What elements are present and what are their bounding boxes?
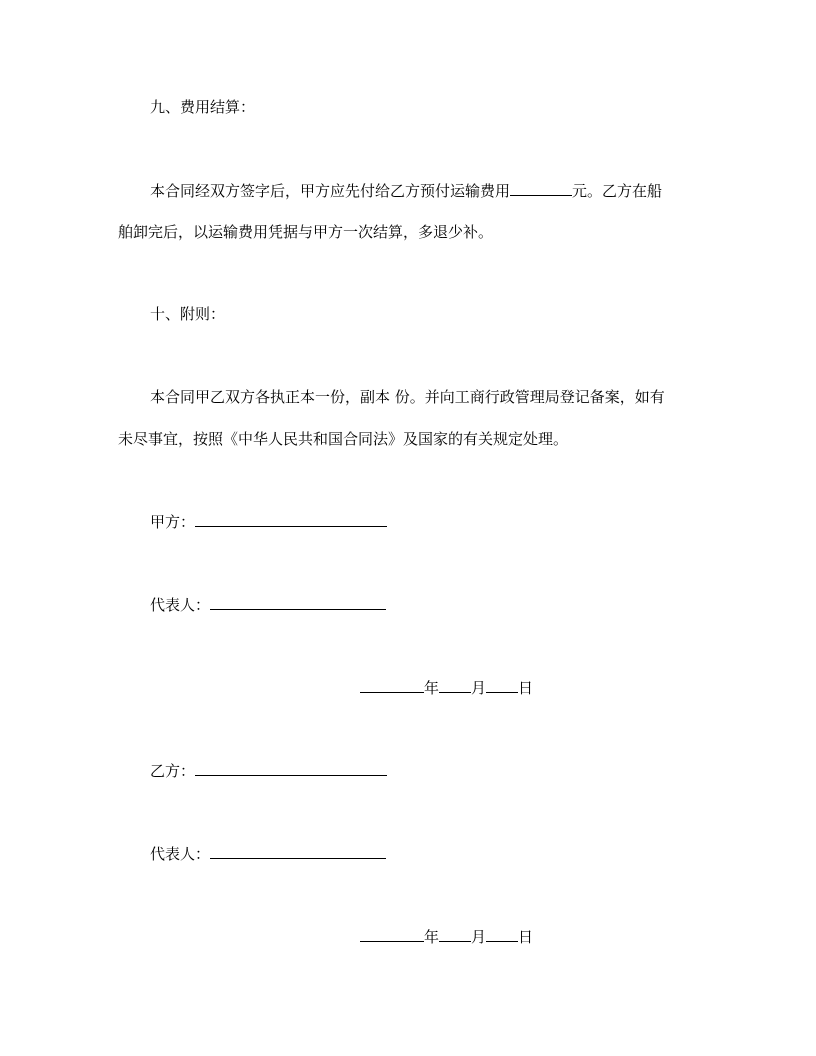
party-a-day-label: 日 [518,679,534,697]
prepayment-amount-blank [510,180,572,196]
party-b-month-blank [439,926,471,942]
party-b-month-label: 月 [471,928,487,946]
party-b-signature-blank [195,760,387,776]
party-a-representative-row [150,594,386,615]
section-9-heading [150,97,255,117]
party-b-date-row [360,926,533,947]
section-10-text-a: 本合同甲乙双方各执正本一份，副本 份。并向工商行政管理局登记备案，如有 [150,388,665,406]
party-b-representative-blank [210,843,386,859]
party-a-year-label: 年 [424,679,440,697]
section-10-heading-text: 十、附则： [150,305,226,323]
party-a-day-blank [486,677,518,693]
party-a-row [150,511,387,532]
section-10-heading [150,304,225,324]
section-9-text-a: 本合同经双方签字后，甲方应先付给乙方预付运输费用 [150,182,511,200]
party-b-row [150,760,387,781]
party-b-representative-label: 代表人： [150,845,211,863]
party-a-signature-blank [195,511,387,527]
party-b-representative-row [150,843,386,864]
party-a-representative-label: 代表人： [150,596,211,614]
party-a-year-blank [360,677,424,693]
section-9-text-b: 元。乙方在船 [572,182,663,200]
party-a-date-row [360,677,533,698]
section-9-paragraph-line-1 [150,180,662,201]
party-b-day-blank [486,926,518,942]
section-10-text-b: 未尽事宜，按照《中华人民共和国合同法》及国家的有关规定处理。 [118,430,569,448]
party-a-month-blank [439,677,471,693]
section-9-paragraph-line-2 [118,222,493,242]
party-a-representative-blank [210,594,386,610]
section-10-paragraph-line-1 [150,387,665,407]
section-9-heading-text: 九、费用结算： [150,98,256,116]
section-9-text-c: 舶卸完后，以运输费用凭据与甲方一次结算，多退少补。 [118,223,494,241]
party-b-year-label: 年 [424,928,440,946]
section-10-paragraph-line-2 [118,429,568,449]
party-a-label: 甲方： [150,513,196,531]
party-b-day-label: 日 [518,928,534,946]
party-b-year-blank [360,926,424,942]
party-a-month-label: 月 [471,679,487,697]
party-b-label: 乙方： [150,762,196,780]
